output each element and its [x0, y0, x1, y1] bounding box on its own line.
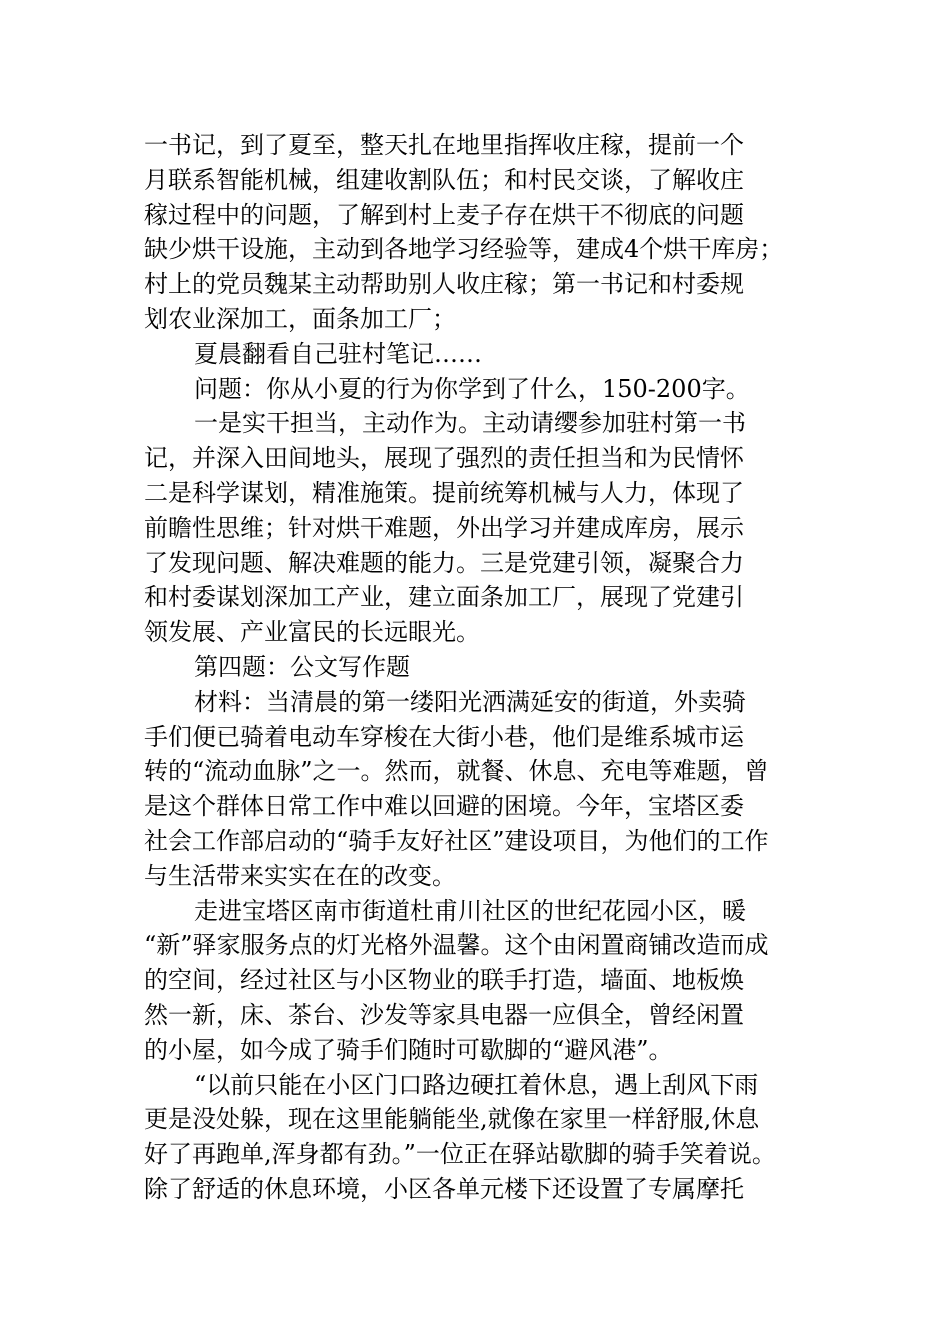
text-line: 和村委谋划深加工产业，建立面条加工厂，展现了党建引 [144, 583, 744, 612]
text-line: 前瞻性思维；针对烘干难题，外出学习并建成库房，展示 [144, 513, 744, 542]
text-line: 划农业深加工，面条加工厂； [144, 304, 456, 333]
text-line: 走进宝塔区南市街道杜甫川社区的世纪花园小区，暖 [194, 896, 746, 925]
text-line: 二是科学谋划，精准施策。提前统筹机械与人力，体现了 [144, 478, 744, 507]
text-line: 除了舒适的休息环境，小区各单元楼下还设置了专属摩托 [144, 1174, 744, 1203]
text-line: 的小屋，如今成了骑手们随时可歇脚的“避风港”。 [144, 1035, 673, 1064]
text-line: 的空间，经过社区与小区物业的联手打造，墙面、地板焕 [144, 966, 744, 995]
text-line: 是这个群体日常工作中难以回避的困境。今年，宝塔区委 [144, 792, 744, 821]
text-line: 转的“流动血脉”之一。然而，就餐、休息、充电等难题，曾 [144, 757, 769, 786]
text-line: “新”驿家服务点的灯光格外温馨。这个由闲置商铺改造而成 [144, 931, 769, 960]
text-line: 缺少烘干设施，主动到各地学习经验等，建成4个烘干库房； [144, 235, 784, 264]
document-body [144, 128, 844, 1207]
text-line: 村上的党员魏某主动帮助别人收庄稼；第一书记和村委规 [144, 270, 744, 299]
text-line: 好了再跑单,浑身都有劲。”一位正在驿站歇脚的骑手笑着说。 [144, 1140, 776, 1169]
text-line: 了发现问题、解决难题的能力。三是党建引领，凝聚合力 [144, 548, 744, 577]
text-line: “以前只能在小区门口路边硬扛着休息，遇上刮风下雨 [194, 1070, 759, 1099]
text-line: 更是没处躲，现在这里能躺能坐,就像在家里一样舒服,休息 [144, 1105, 760, 1134]
text-line: 社会工作部启动的“骑手友好社区”建设项目，为他们的工作 [144, 826, 769, 855]
text-line: 月联系智能机械，组建收割队伍；和村民交谈，了解收庄 [144, 165, 744, 194]
text-line: 稼过程中的问题，了解到村上麦子存在烘干不彻底的问题 [144, 200, 744, 229]
text-line: 手们便已骑着电动车穿梭在大街小巷，他们是维系城市运 [144, 722, 744, 751]
text-line: 一书记，到了夏至，整天扎在地里指挥收庄稼，提前一个 [144, 131, 744, 159]
text-line: 然一新，床、茶台、沙发等家具电器一应俱全，曾经闲置 [144, 1000, 744, 1029]
text-line: 夏晨翻看自己驻村笔记…… [194, 339, 482, 368]
text-line: 问题：你从小夏的行为你学到了什么，150-200字。 [194, 374, 750, 403]
text-line: 领发展、产业富民的长远眼光。 [144, 618, 480, 647]
text-line: 与生活带来实实在在的改变。 [144, 861, 456, 890]
text-line: 第四题：公文写作题 [194, 652, 410, 681]
text-line: 一是实干担当，主动作为。主动请缨参加驻村第一书 [194, 409, 746, 438]
text-line: 材料：当清晨的第一缕阳光洒满延安的街道，外卖骑 [194, 687, 746, 716]
text-line: 记，并深入田间地头，展现了强烈的责任担当和为民情怀 [144, 444, 744, 473]
